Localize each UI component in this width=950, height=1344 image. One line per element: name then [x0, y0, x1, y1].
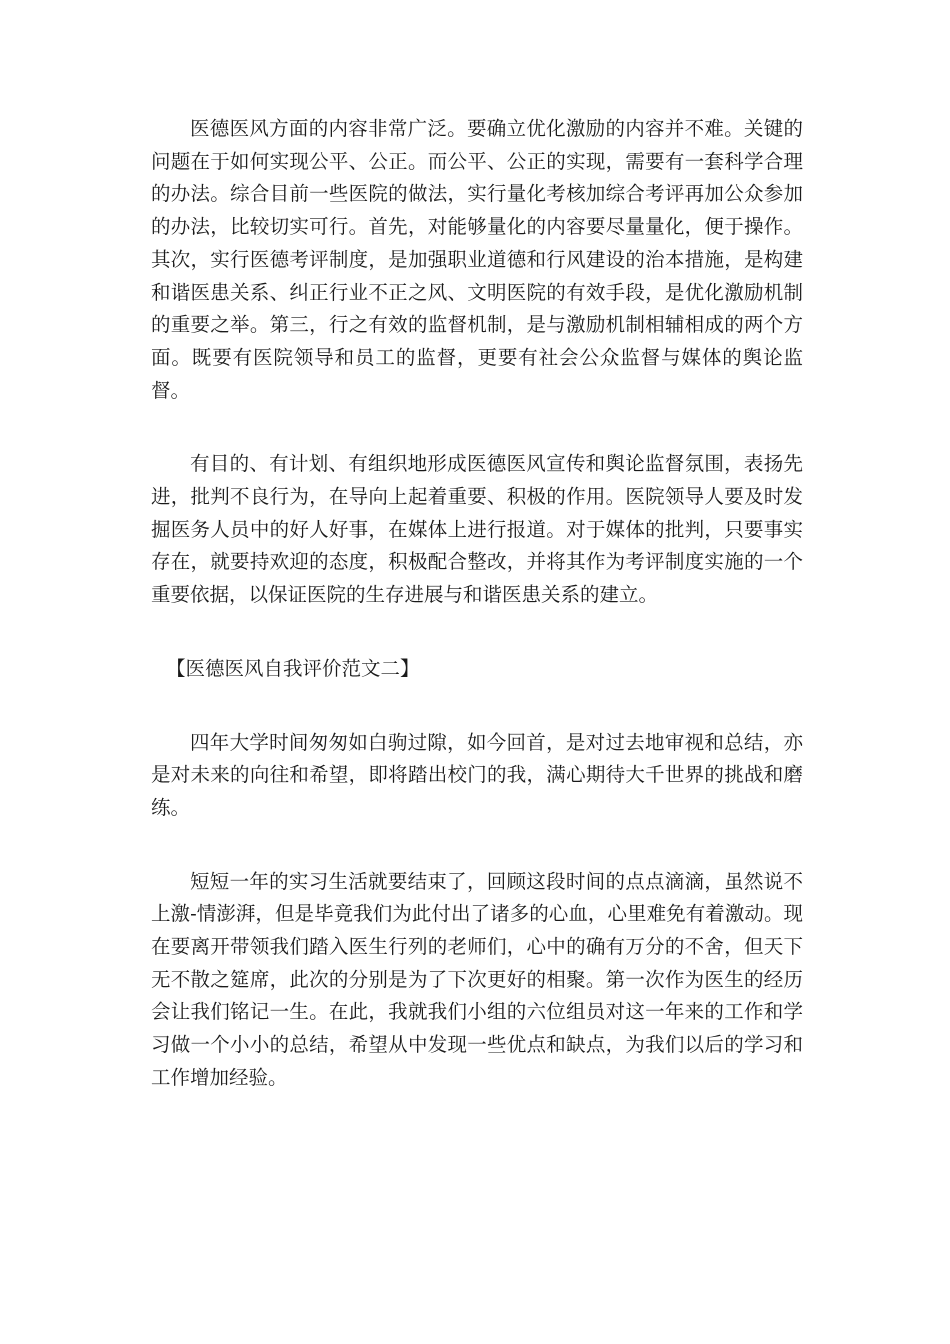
paragraph-publicity-supervision: 有目的、有计划、有组织地形成医德医风宣传和舆论监督氛围，表扬先进，批判不良行为，在导向上起着重要、积极的作用。医院领导人要及时发掘医务人员中的好人好事，在媒体上进行报道。对于媒体的批判，只要事实存在，就要持欢迎的态度，积极配合整改，并将其作为考评制度实施的一个重要依据，以保证医院的生存进展与和谐医患关系的建立。: [151, 452, 803, 607]
document-body: [151, 113, 803, 1095]
paragraph-university-reflection: 四年大学时间匆匆如白驹过隙，如今回首，是对过去地审视和总结，亦是对未来的向往和希望，即将踏出校门的我，满心期待大千世界的挑战和磨练。: [151, 730, 803, 819]
section-heading: 【医德医风自我评价范文二】: [166, 656, 420, 680]
paragraph-medical-ethics-evaluation: 医德医风方面的内容非常广泛。要确立优化激励的内容并不难。关键的问题在于如何实现公平、公正。而公平、公正的实现，需要有一套科学合理的办法。综合目前一些医院的做法，实行量化考核加综合考评再加公众参加的办法，比较切实可行。首先，对能够量化的内容要尽量量化，便于操作。其次，实行医德考评制度，是加强职业道德和行风建设的治本措施，是构建和谐医患关系、纠正行业不正之风、文明医院的有效手段，是优化激励机制的重要之举。第三，行之有效的监督机制，是与激励机制相辅相成的两个方面。既要有医院领导和员工的监督，更要有社会公众监督与媒体的舆论监督。: [151, 117, 803, 402]
paragraph-internship-summary: 短短一年的实习生活就要结束了，回顾这段时间的点点滴滴，虽然说不上激-情澎湃，但是毕竟我们为此付出了诸多的心血，心里难免有着激动。现在要离开带领我们踏入医生行列的老师们，心中的确有万分的不舍，但天下无不散之筵席，此次的分别是为了下次更好的相聚。第一次作为医生的经历会让我们铭记一生。在此，我就我们小组的六位组员对这一年来的工作和学习做一个小小的总结，希望从中发现一些优点和缺点，为我们以后的学习和工作增加经验。: [151, 869, 803, 1089]
